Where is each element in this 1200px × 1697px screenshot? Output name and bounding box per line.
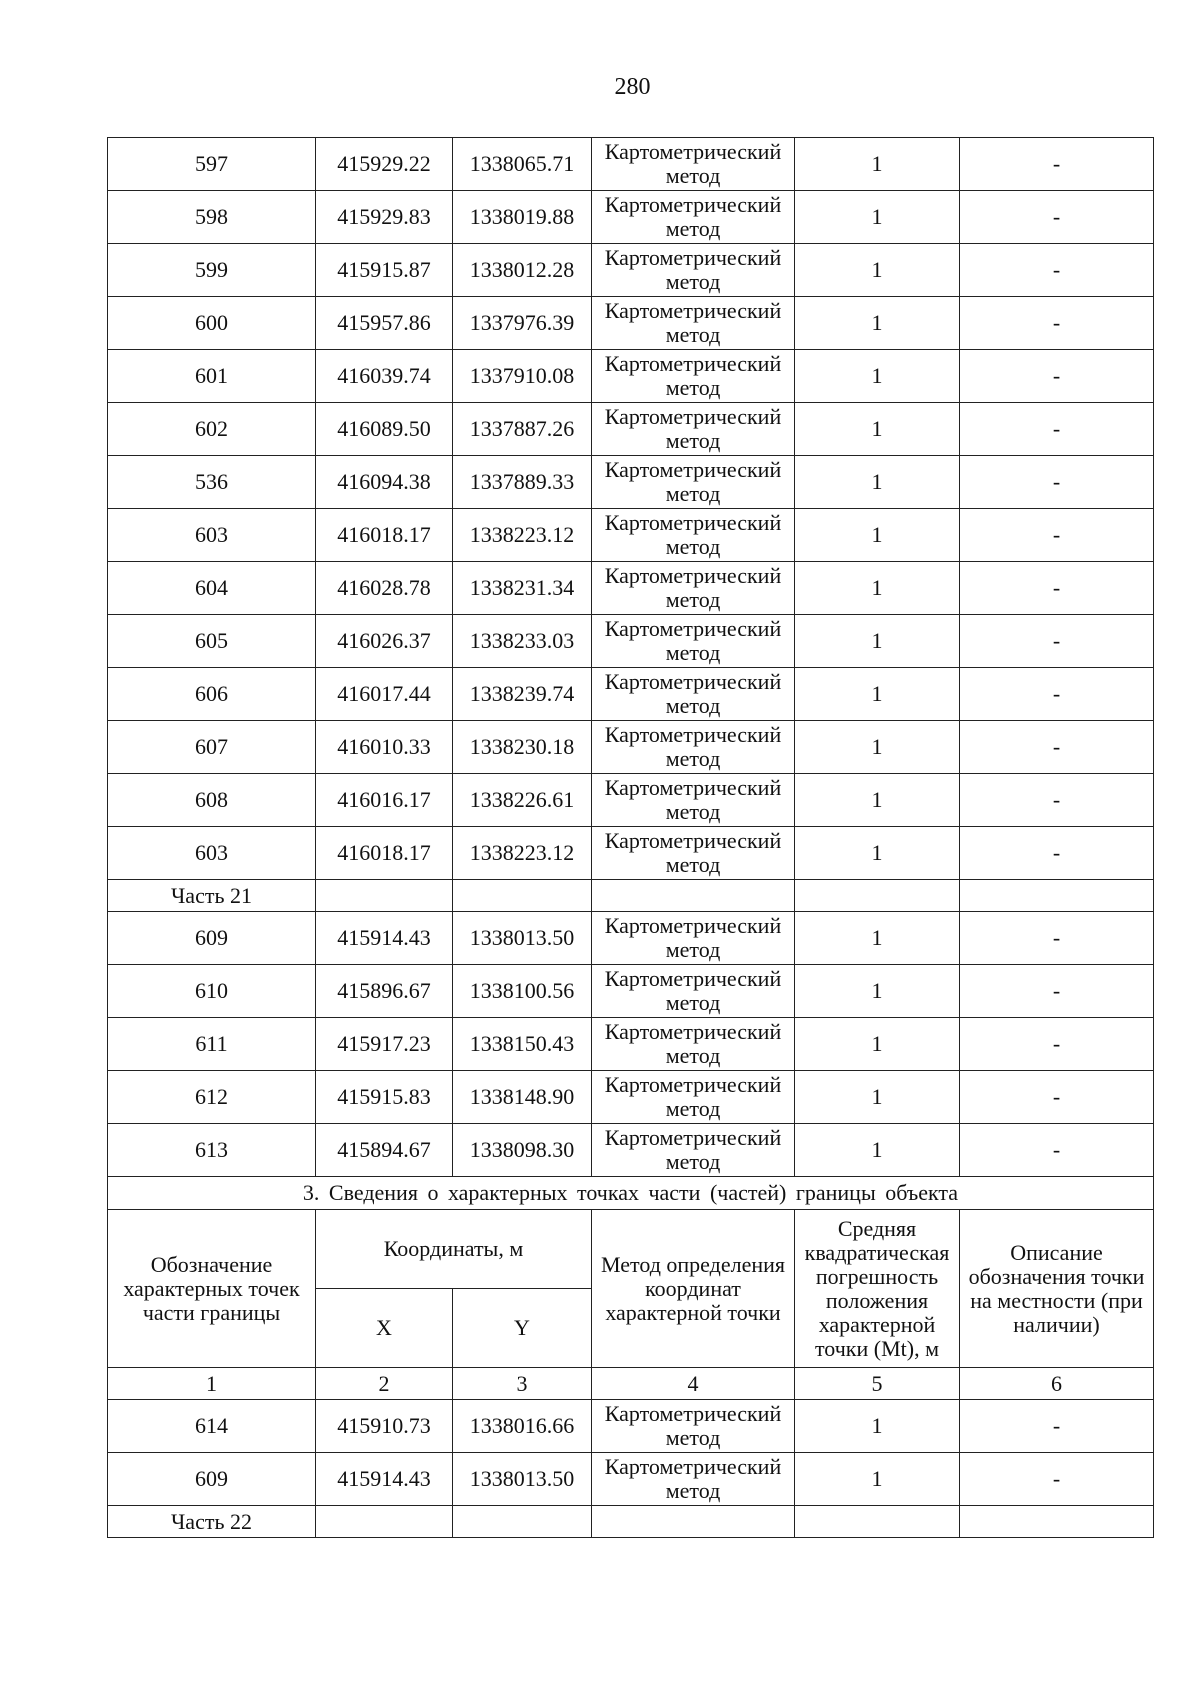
method: Картометрический метод (592, 1071, 795, 1124)
point-id: 536 (108, 456, 316, 509)
point-id: 605 (108, 615, 316, 668)
table-row (108, 1124, 1154, 1177)
point-id: 600 (108, 297, 316, 350)
description: - (960, 774, 1154, 827)
description: - (960, 827, 1154, 880)
table-row (108, 244, 1154, 297)
header-y: Y (453, 1289, 592, 1368)
table-row (108, 615, 1154, 668)
method: Картометрический метод (592, 1018, 795, 1071)
column-number: 3 (453, 1368, 592, 1400)
coord-x: 415929.22 (316, 138, 453, 191)
table-row (108, 827, 1154, 880)
table-row (108, 350, 1154, 403)
table-row (108, 1071, 1154, 1124)
coord-y: 1338013.50 (453, 912, 592, 965)
point-id: 611 (108, 1018, 316, 1071)
method: Картометрический метод (592, 403, 795, 456)
point-id: 609 (108, 1453, 316, 1506)
coord-y: 1338223.12 (453, 509, 592, 562)
part-row (108, 1506, 1154, 1538)
method: Картометрический метод (592, 774, 795, 827)
coord-x: 415957.86 (316, 297, 453, 350)
method: Картометрический метод (592, 912, 795, 965)
mt-value: 1 (795, 244, 960, 297)
description: - (960, 668, 1154, 721)
header-row (108, 1210, 1154, 1289)
coord-x: 416010.33 (316, 721, 453, 774)
description: - (960, 403, 1154, 456)
coord-x: 415915.83 (316, 1071, 453, 1124)
coord-y: 1338148.90 (453, 1071, 592, 1124)
coordinates-table (107, 137, 1154, 1538)
table-row (108, 1018, 1154, 1071)
description: - (960, 456, 1154, 509)
point-id: 604 (108, 562, 316, 615)
mt-value: 1 (795, 138, 960, 191)
part-label: Часть 22 (108, 1506, 316, 1538)
coord-x: 415896.67 (316, 965, 453, 1018)
coord-y: 1338231.34 (453, 562, 592, 615)
coord-x: 416028.78 (316, 562, 453, 615)
coord-y: 1338016.66 (453, 1400, 592, 1453)
point-id: 606 (108, 668, 316, 721)
coord-x: 416026.37 (316, 615, 453, 668)
coord-y: 1338019.88 (453, 191, 592, 244)
column-number: 1 (108, 1368, 316, 1400)
method: Картометрический метод (592, 1400, 795, 1453)
coord-y: 1337976.39 (453, 297, 592, 350)
table-row (108, 403, 1154, 456)
section-title-row (108, 1177, 1154, 1210)
mt-value: 1 (795, 965, 960, 1018)
mt-value: 1 (795, 403, 960, 456)
description: - (960, 1453, 1154, 1506)
column-numbers-row (108, 1368, 1154, 1400)
method: Картометрический метод (592, 191, 795, 244)
mt-value: 1 (795, 1018, 960, 1071)
coord-y: 1337887.26 (453, 403, 592, 456)
point-id: 607 (108, 721, 316, 774)
point-id: 614 (108, 1400, 316, 1453)
point-id: 601 (108, 350, 316, 403)
points-block-2 (108, 912, 1154, 1177)
coord-y: 1338239.74 (453, 668, 592, 721)
mt-value: 1 (795, 827, 960, 880)
header-description: Описание обозначения точки на местности (при наличии) (960, 1210, 1154, 1368)
method: Картометрический метод (592, 1124, 795, 1177)
column-number: 4 (592, 1368, 795, 1400)
coord-y: 1338223.12 (453, 827, 592, 880)
description: - (960, 1018, 1154, 1071)
description: - (960, 509, 1154, 562)
header-point-designation: Обозначение характерных точек части границы (108, 1210, 316, 1368)
coord-x: 416039.74 (316, 350, 453, 403)
description: - (960, 1071, 1154, 1124)
column-number: 2 (316, 1368, 453, 1400)
coord-x: 416018.17 (316, 509, 453, 562)
part-22-block (108, 1506, 1154, 1538)
mt-value: 1 (795, 1453, 960, 1506)
coord-x: 415910.73 (316, 1400, 453, 1453)
table-row (108, 191, 1154, 244)
mt-value: 1 (795, 191, 960, 244)
method: Картометрический метод (592, 244, 795, 297)
mt-value: 1 (795, 509, 960, 562)
coord-x: 416016.17 (316, 774, 453, 827)
mt-value: 1 (795, 721, 960, 774)
header-coordinates: Координаты, м (316, 1210, 592, 1289)
description: - (960, 615, 1154, 668)
method: Картометрический метод (592, 965, 795, 1018)
table-row (108, 138, 1154, 191)
coord-y: 1338150.43 (453, 1018, 592, 1071)
table-row (108, 774, 1154, 827)
table-row (108, 1400, 1154, 1453)
method: Картометрический метод (592, 350, 795, 403)
point-id: 599 (108, 244, 316, 297)
point-id: 610 (108, 965, 316, 1018)
mt-value: 1 (795, 562, 960, 615)
coord-y: 1338012.28 (453, 244, 592, 297)
part-label: Часть 21 (108, 880, 316, 912)
description: - (960, 350, 1154, 403)
mt-value: 1 (795, 1071, 960, 1124)
mt-value: 1 (795, 456, 960, 509)
description: - (960, 912, 1154, 965)
table-row (108, 721, 1154, 774)
point-id: 603 (108, 827, 316, 880)
coord-x: 416017.44 (316, 668, 453, 721)
method: Картометрический метод (592, 668, 795, 721)
method: Картометрический метод (592, 1453, 795, 1506)
column-number: 6 (960, 1368, 1154, 1400)
method: Картометрический метод (592, 827, 795, 880)
coord-y: 1338226.61 (453, 774, 592, 827)
coord-y: 1338233.03 (453, 615, 592, 668)
coord-x: 416094.38 (316, 456, 453, 509)
section-title: 3. Сведения о характерных точках части (частей) границы объекта (108, 1177, 1154, 1210)
header-method: Метод определения координат характерной точки (592, 1210, 795, 1368)
table-row (108, 562, 1154, 615)
table-row (108, 912, 1154, 965)
point-id: 597 (108, 138, 316, 191)
description: - (960, 1400, 1154, 1453)
description: - (960, 191, 1154, 244)
coord-x: 415914.43 (316, 912, 453, 965)
coord-y: 1338065.71 (453, 138, 592, 191)
point-id: 598 (108, 191, 316, 244)
method: Картометрический метод (592, 562, 795, 615)
page-number: 280 (614, 74, 651, 100)
coord-x: 415914.43 (316, 1453, 453, 1506)
coord-x: 416089.50 (316, 403, 453, 456)
description: - (960, 138, 1154, 191)
coord-x: 415917.23 (316, 1018, 453, 1071)
table-row (108, 297, 1154, 350)
coord-x: 415929.83 (316, 191, 453, 244)
mt-value: 1 (795, 350, 960, 403)
mt-value: 1 (795, 1400, 960, 1453)
coord-y: 1337889.33 (453, 456, 592, 509)
method: Картометрический метод (592, 509, 795, 562)
point-id: 609 (108, 912, 316, 965)
coord-y: 1338230.18 (453, 721, 592, 774)
method: Картометрический метод (592, 297, 795, 350)
coord-y: 1338098.30 (453, 1124, 592, 1177)
coord-x: 415894.67 (316, 1124, 453, 1177)
table-row (108, 456, 1154, 509)
mt-value: 1 (795, 297, 960, 350)
header-x: X (316, 1289, 453, 1368)
mt-value: 1 (795, 615, 960, 668)
points-block-3 (108, 1400, 1154, 1506)
coord-y: 1337910.08 (453, 350, 592, 403)
point-id: 612 (108, 1071, 316, 1124)
description: - (960, 562, 1154, 615)
mt-value: 1 (795, 912, 960, 965)
method: Картометрический метод (592, 615, 795, 668)
method: Картометрический метод (592, 138, 795, 191)
table-row (108, 1453, 1154, 1506)
point-id: 602 (108, 403, 316, 456)
points-block-1 (108, 138, 1154, 880)
description: - (960, 1124, 1154, 1177)
header-mt: Средняя квадратическая погрешность положения характерной точки (Mt), м (795, 1210, 960, 1368)
column-number: 5 (795, 1368, 960, 1400)
table-row (108, 509, 1154, 562)
part-21-block (108, 880, 1154, 912)
description: - (960, 965, 1154, 1018)
coord-y: 1338013.50 (453, 1453, 592, 1506)
method: Картометрический метод (592, 721, 795, 774)
method: Картометрический метод (592, 456, 795, 509)
table-row (108, 965, 1154, 1018)
mt-value: 1 (795, 668, 960, 721)
coord-y: 1338100.56 (453, 965, 592, 1018)
table-row (108, 668, 1154, 721)
coord-x: 416018.17 (316, 827, 453, 880)
description: - (960, 244, 1154, 297)
point-id: 613 (108, 1124, 316, 1177)
mt-value: 1 (795, 774, 960, 827)
description: - (960, 297, 1154, 350)
coord-x: 415915.87 (316, 244, 453, 297)
point-id: 603 (108, 509, 316, 562)
description: - (960, 721, 1154, 774)
mt-value: 1 (795, 1124, 960, 1177)
section-3-header (108, 1177, 1154, 1400)
part-row (108, 880, 1154, 912)
point-id: 608 (108, 774, 316, 827)
